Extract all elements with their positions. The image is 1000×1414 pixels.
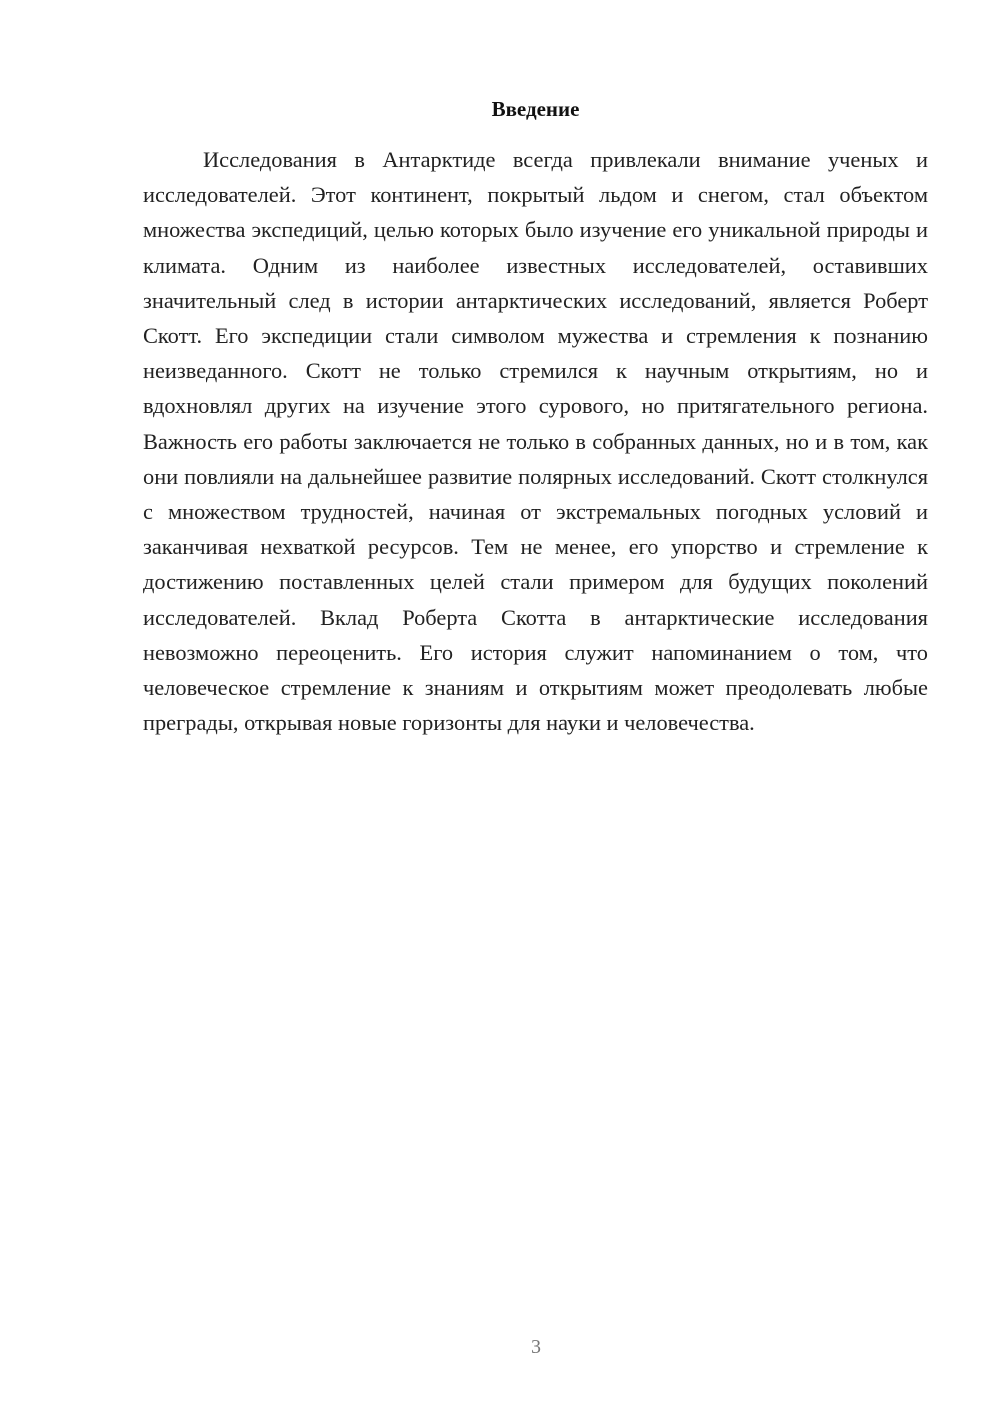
page-number: 3 bbox=[531, 1336, 541, 1358]
intro-paragraph: Исследования в Антарктиде всегда привлекали внимание ученых и исследователей. Этот континент, покрытый льдом и снегом, стал объектом множества экспедиций, целью которых было изучение его уникальной природы и климата. Одним из наиболее известных исследователей, оставивших значительный след в истории антарктических исследований, является Роберт Скотт. Его экспедиции стали символом мужества и стремления к познанию неизведанного. Скотт не только стремился к научным открытиям, но и вдохновлял других на изучение этого сурового, но притягательного региона. Важность его работы заключается не только в собранных данных, но и в том, как они повлияли на дальнейшее развитие полярных исследований. Скотт столкнулся с множеством трудностей, начиная от экстремальных погодных условий и заканчивая нехваткой ресурсов. Тем не менее, его упорство и стремление к достижению поставленных целей стали примером для будущих поколений исследователей. Вклад Роберта Скотта в антарктические исследования невозможно переоценить. Его история служит напоминанием о том, что человеческое стремление к знаниям и открытиям может преодолевать любые преграды, открывая новые горизонты для науки и человечества. bbox=[143, 147, 928, 736]
section-heading: Введение bbox=[491, 97, 580, 121]
